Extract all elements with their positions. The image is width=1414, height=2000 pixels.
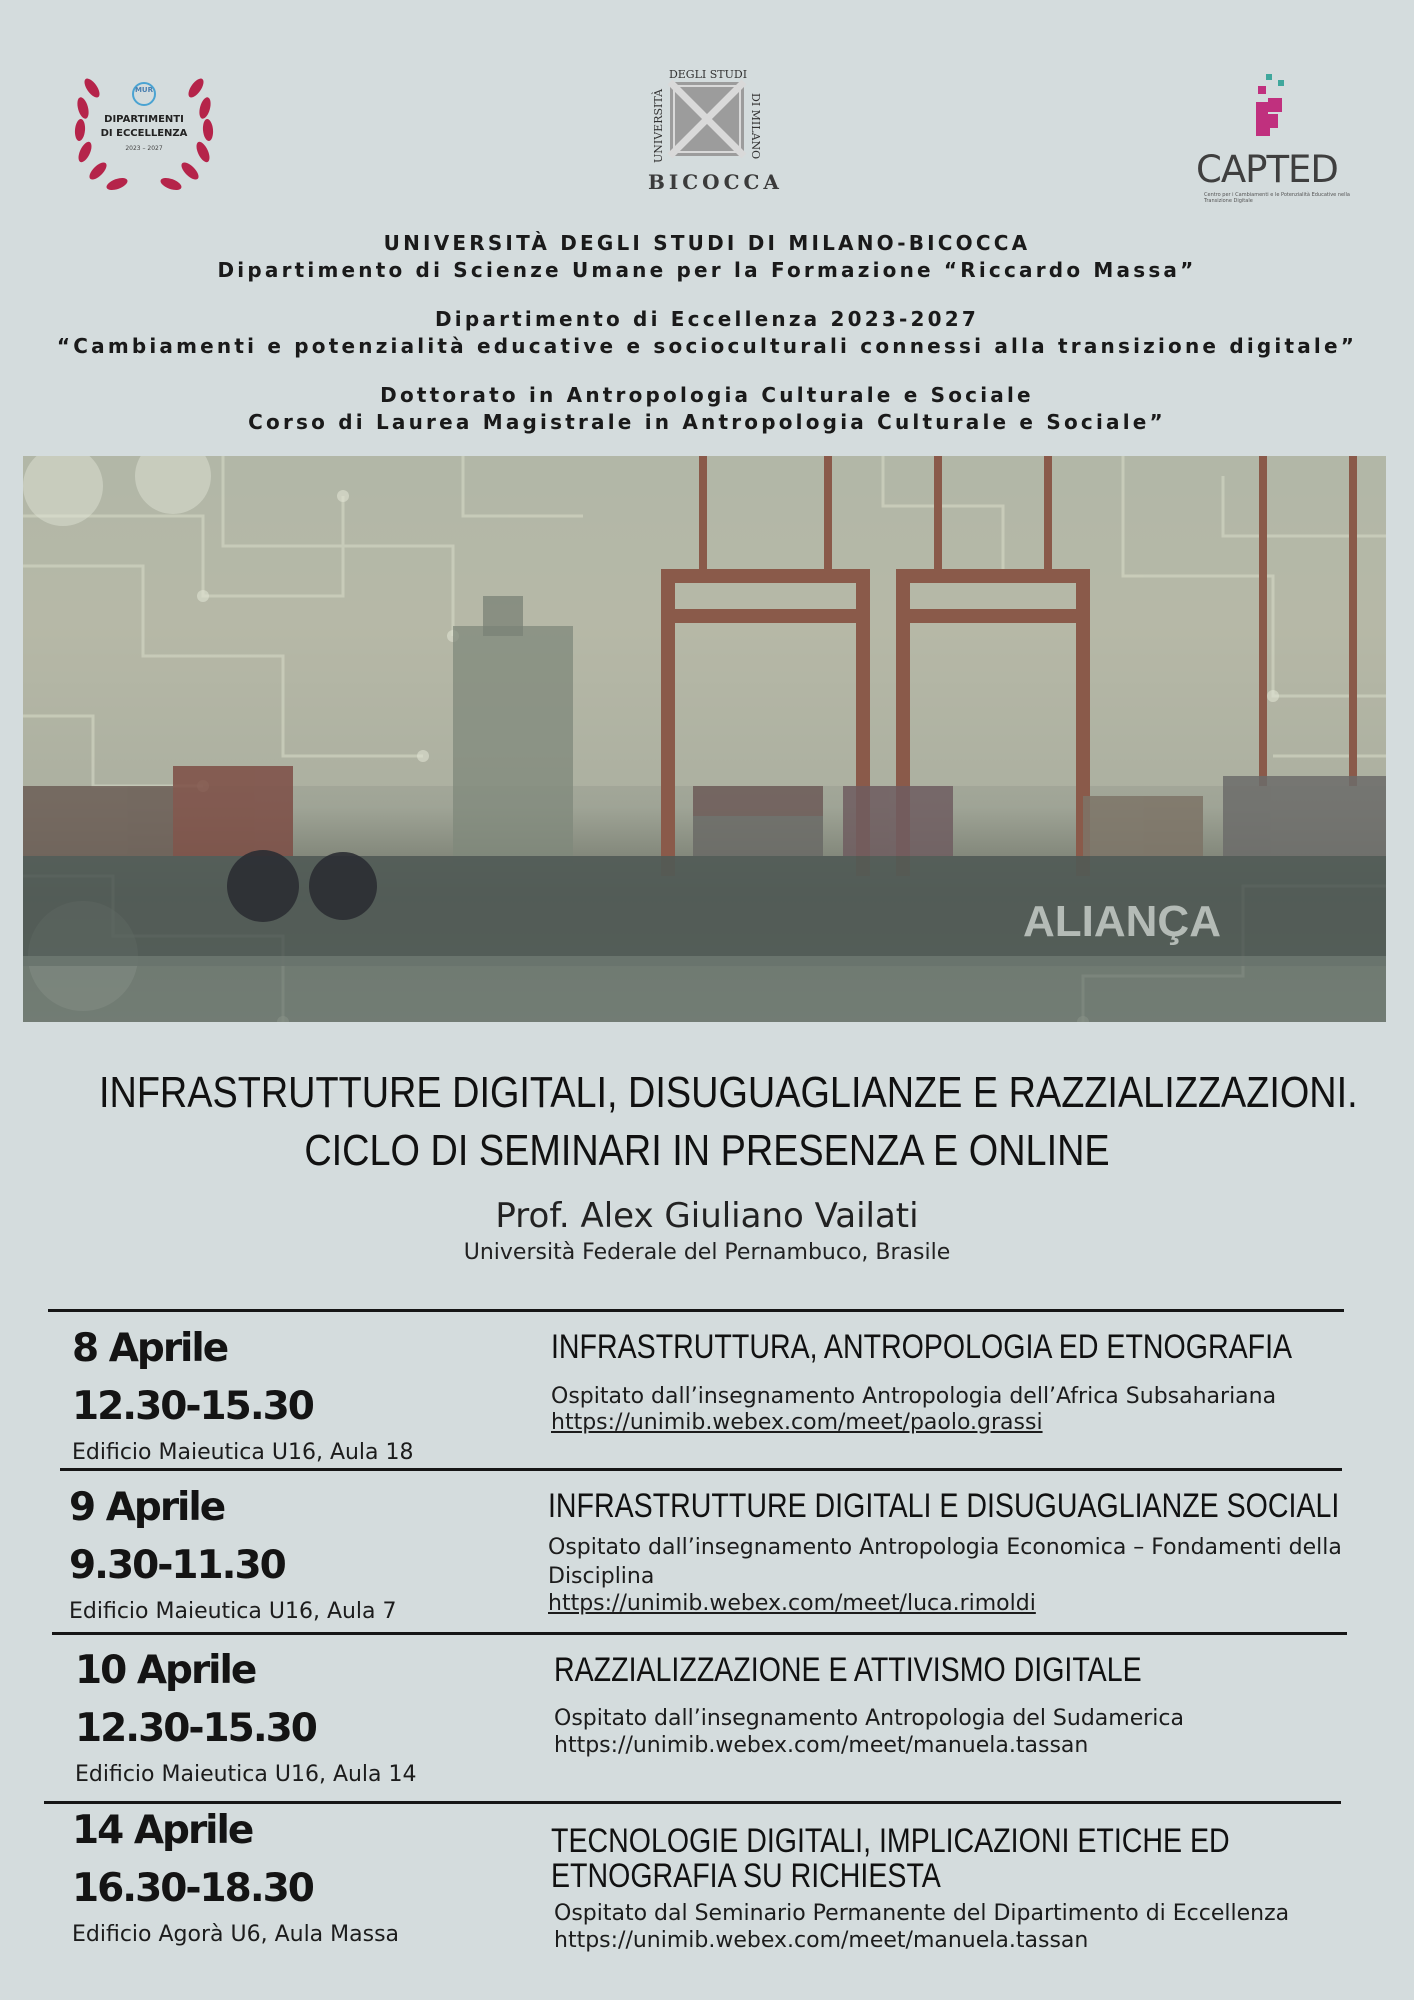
unimib-arc-left: UNIVERSITÀ bbox=[652, 88, 665, 164]
webex-link[interactable]: https://unimib.webex.com/meet/paolo.grassi bbox=[551, 1410, 1043, 1435]
title-line-2: CICLO DI SEMINARI IN PRESENZA E ONLINE bbox=[304, 1126, 1110, 1175]
phd-program: Dottorato in Antropologia Culturale e Sociale bbox=[380, 383, 1034, 407]
webex-link[interactable]: https://unimib.webex.com/meet/luca.rimoldi bbox=[548, 1591, 1036, 1616]
seminar-title: RAZZIALIZZAZIONE E ATTIVISMO DIGITALE bbox=[554, 1651, 1142, 1689]
department-name: Dipartimento di Scienze Umane per la Formazione “Riccardo Massa” bbox=[217, 258, 1197, 282]
masters-program: Corso di Laurea Magistrale in Antropologia Culturale e Sociale” bbox=[248, 410, 1166, 434]
seminar-series-title bbox=[0, 1064, 1414, 1180]
seminar-host: Ospitato dall’insegnamento Antropologia Economica – Fondamenti della bbox=[548, 1535, 1342, 1560]
seminar-title: INFRASTRUTTURE DIGITALI E DISUGUAGLIANZE SOCIALI bbox=[548, 1487, 1340, 1525]
seminar-time: 16.30-18.30 bbox=[72, 1866, 313, 1911]
excellence-label: Dipartimento di Eccellenza 2023-2027 bbox=[435, 307, 979, 331]
excellence-project: “Cambiamenti e potenzialità educative e socioculturali connessi alla transizione digitale” bbox=[56, 334, 1358, 358]
seminar-host: Ospitato dall’insegnamento Antropologia dell’Africa Subsahariana bbox=[551, 1384, 1277, 1409]
dip-logo-line2: DI ECCELLENZA bbox=[100, 128, 188, 139]
seminar-date: 9 Aprile bbox=[69, 1485, 225, 1530]
seminar-location: Edificio Maieutica U16, Aula 14 bbox=[75, 1762, 417, 1787]
capted-wordmark: CAPTED bbox=[1196, 148, 1338, 191]
title-line-1: INFRASTRUTTURE DIGITALI, DISUGUAGLIANZE E RAZZIALIZZAZIONI. bbox=[98, 1068, 1358, 1117]
seminar-title-cont: ETNOGRAFIA SU RICHIESTA bbox=[551, 1857, 941, 1895]
divider bbox=[52, 1632, 1347, 1635]
university-name: UNIVERSITÀ DEGLI STUDI DI MILANO-BICOCCA bbox=[383, 231, 1031, 255]
speaker-affiliation: Università Federale del Pernambuco, Brasile bbox=[463, 1240, 951, 1265]
dipartimenti-eccellenza-logo bbox=[70, 58, 218, 198]
dip-logo-years: 2023 – 2027 bbox=[125, 145, 163, 152]
seminar-host-cont: Disciplina bbox=[548, 1564, 655, 1589]
port-cranes-photo bbox=[23, 456, 1386, 1022]
seminar-location: Edificio Maieutica U16, Aula 18 bbox=[72, 1440, 414, 1465]
webex-link[interactable]: https://unimib.webex.com/meet/manuela.tassan bbox=[554, 1733, 1089, 1758]
seminar-time: 12.30-15.30 bbox=[75, 1706, 316, 1751]
seminar-date: 10 Aprile bbox=[75, 1648, 256, 1693]
unimib-logo bbox=[648, 68, 783, 198]
divider bbox=[44, 1801, 1341, 1804]
institution-header bbox=[0, 230, 1414, 458]
seminar-date: 8 Aprile bbox=[72, 1326, 228, 1371]
unimib-arc-top: DEGLI STUDI bbox=[668, 68, 748, 81]
seminar-date: 14 Aprile bbox=[72, 1808, 253, 1853]
seminar-location: Edificio Maieutica U16, Aula 7 bbox=[69, 1599, 397, 1624]
unimib-wordmark: BICOCCA bbox=[648, 170, 783, 194]
unimib-arc-right: DI MILANO bbox=[749, 92, 762, 160]
divider bbox=[60, 1468, 1342, 1471]
capted-logo bbox=[1196, 70, 1356, 210]
mur-badge: MUR bbox=[134, 86, 154, 94]
ship-lettering: ALIANÇA bbox=[1023, 897, 1221, 946]
seminar-location: Edificio Agorà U6, Aula Massa bbox=[72, 1922, 400, 1947]
dip-logo-line1: DIPARTIMENTI bbox=[104, 114, 184, 125]
seminar-time: 9.30-11.30 bbox=[69, 1543, 285, 1588]
capted-subtitle: Centro per i Cambiamenti e le Potenzialità Educative nella Transizione Digitale bbox=[1204, 192, 1350, 204]
webex-link[interactable]: https://unimib.webex.com/meet/manuela.tassan bbox=[554, 1928, 1089, 1953]
seminar-title: TECNOLOGIE DIGITALI, IMPLICAZIONI ETICHE ED bbox=[551, 1822, 1230, 1860]
seminar-time: 12.30-15.30 bbox=[72, 1384, 313, 1429]
speaker-name: Prof. Alex Giuliano Vailati bbox=[495, 1196, 919, 1236]
seminar-title: INFRASTRUTTURA, ANTROPOLOGIA ED ETNOGRAFIA bbox=[551, 1328, 1293, 1366]
seminar-host: Ospitato dall’insegnamento Antropologia del Sudamerica bbox=[554, 1706, 1184, 1731]
divider bbox=[48, 1309, 1344, 1312]
seminar-host: Ospitato dal Seminario Permanente del Dipartimento di Eccellenza bbox=[554, 1901, 1290, 1926]
